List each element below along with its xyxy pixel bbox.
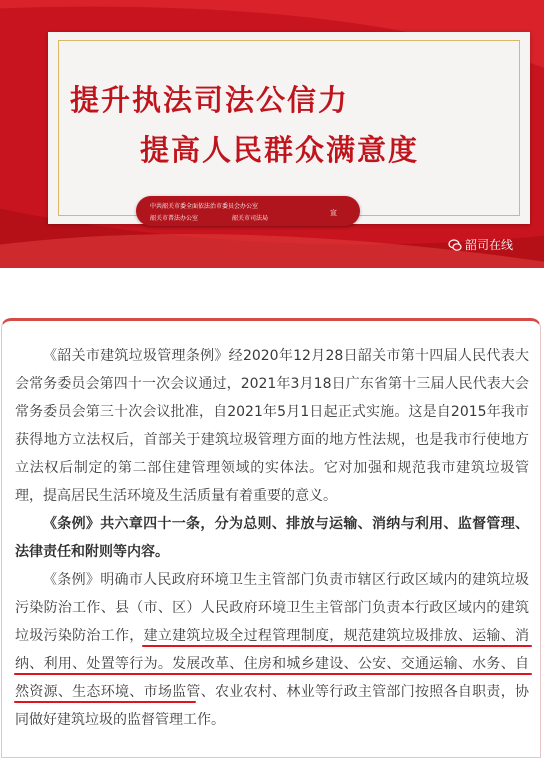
article-paragraph-3: 《条例》明确市人民政府环境卫生主管部门负责市辖区行政区域内的建筑垃圾污染防治工作、县（市、区）人民政府环境卫生主管部门负责本行政区域内的建筑垃圾污染防治工作，建立建筑垃圾全过程管理制度，规范建筑垃圾排放、运输、消纳、利用、处置等行为。发展改革、住房和城乡建设、公安、交通运输、水务、自然资源、生态环境、市场监管、农业农村、林业等行政主管部门按照各自职责，协同做好建筑垃圾的监督管理工作。 (15, 572, 529, 728)
header-banner (0, 0, 544, 268)
brand-watermark (448, 236, 513, 253)
seal-char: 宣 (330, 209, 337, 217)
brand-name: 韶司在线 (465, 238, 514, 252)
banner-headline-2: 提高人民群众满意度 (140, 133, 420, 167)
highlight-underline-1 (142, 645, 532, 647)
issuer-pill (136, 196, 360, 226)
banner-headline-1: 提升执法司法公信力 (70, 83, 350, 117)
issuer-line-1: 中共韶关市委全面依法治市委员会办公室 (150, 203, 259, 210)
highlight-underline-2 (14, 673, 532, 675)
highlight-underline-3 (14, 701, 196, 703)
article-paragraph-2: 《条例》共六章四十一条，分为总则、排放与运输、消纳与利用、监督管理、法律责任和附则等内容。 (15, 516, 529, 560)
issuer-line-2-left: 韶关市普法办公室 (150, 215, 199, 222)
wechat-bubble-icon (448, 238, 462, 252)
issuer-line-2-right: 韶关市司法局 (232, 215, 269, 222)
article-paragraph-1: 《韶关市建筑垃圾管理条例》经2020年12月28日韶关市第十四届人民代表大会常务委员会第四十一次会议通过，2021年3月18日广东省第十三届人民代表大会常务委员会第三十次会议批准，自2021年5月1日起正式实施。这是自2015年我市获得地方立法权后，首部关于建筑垃圾管理方面的地方性法规，也是我市行使地方立法权后制定的第二部住建管理领域的实体法。它对加强和规范我市建筑垃圾管理，提高居民生活环境及生活质量有着重要的意义。 (15, 348, 529, 504)
